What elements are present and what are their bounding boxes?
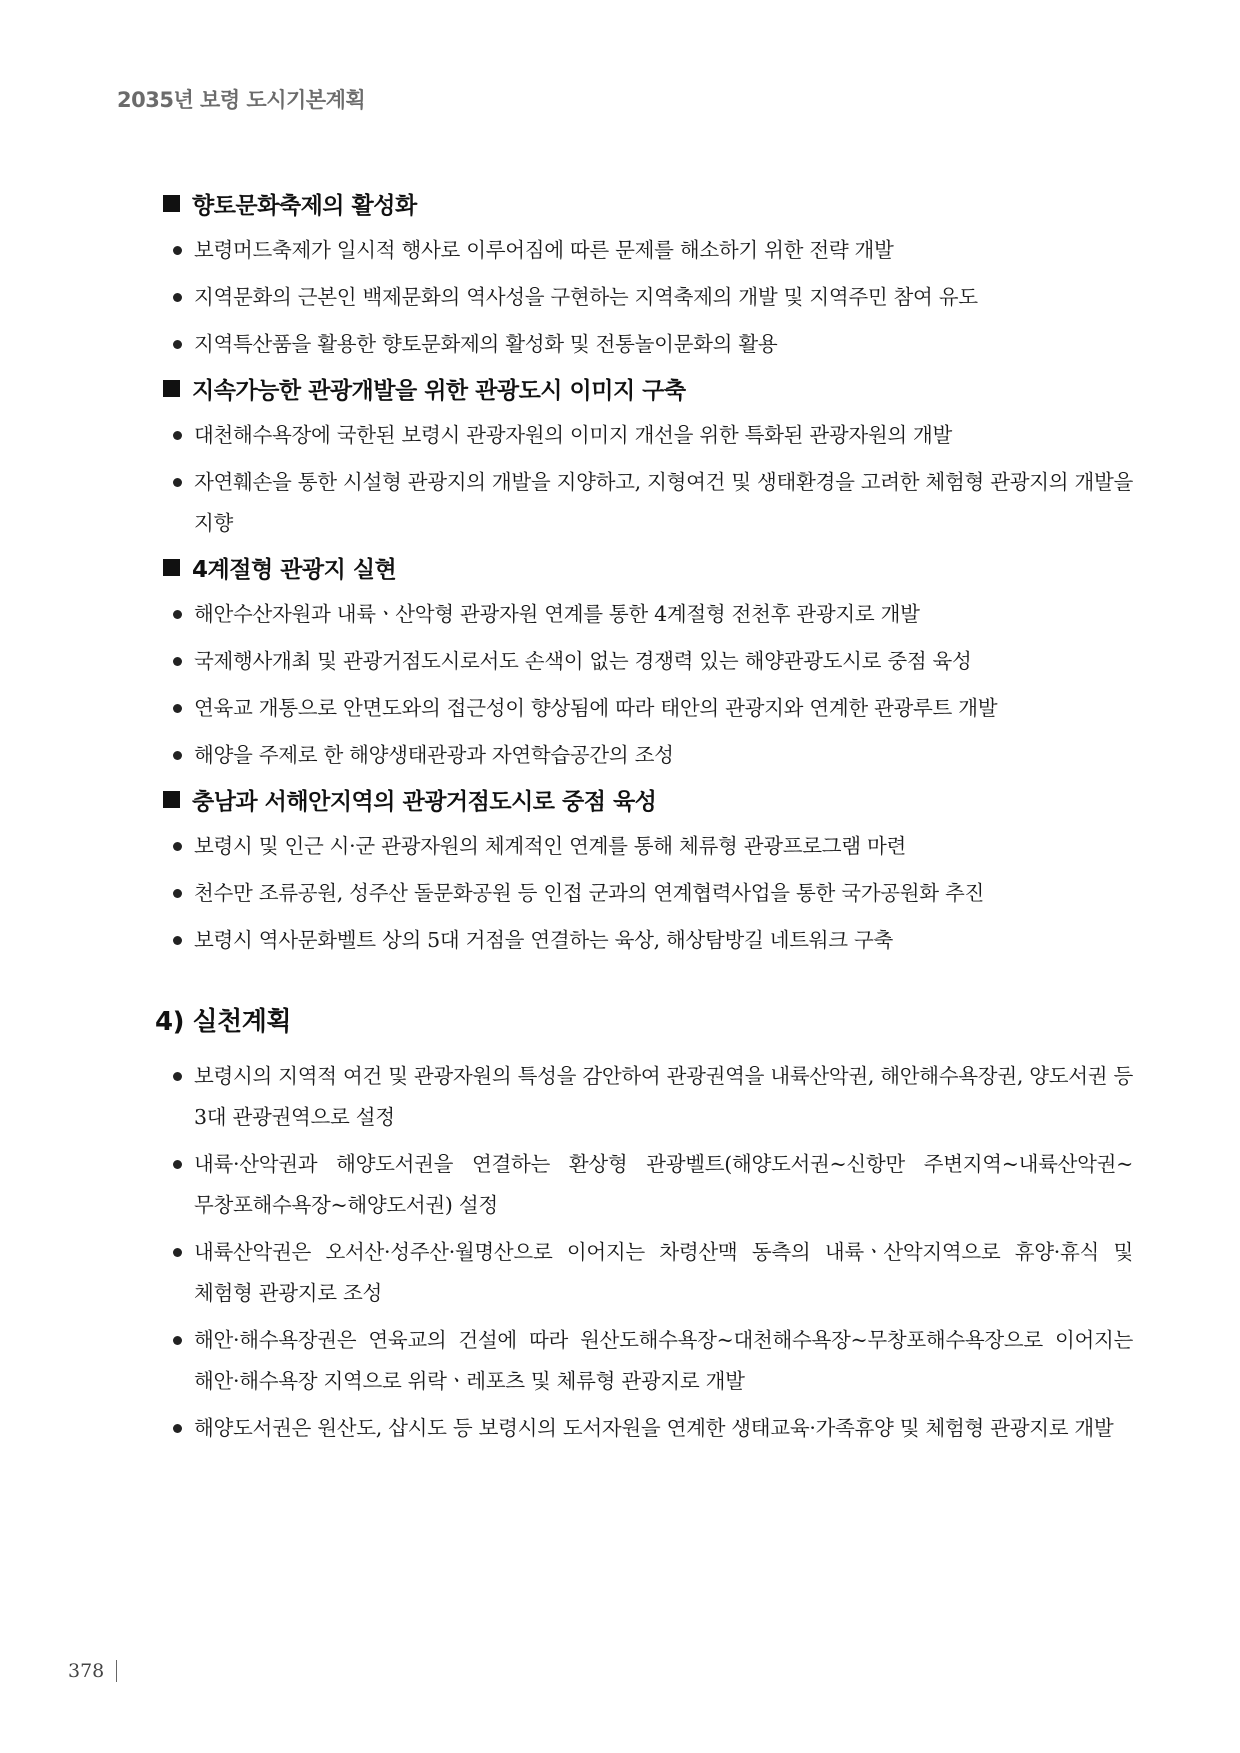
section-heading-text: 지속가능한 관광개발을 위한 관광도시 이미지 구축 [192, 377, 686, 404]
list-item [163, 641, 1133, 682]
list-item-text: 보령시 및 인근 시·군 관광자원의 체계적인 연계를 통해 체류형 관광프로그램 마련 [194, 834, 906, 858]
footer-divider [116, 1660, 117, 1682]
list-item [163, 462, 1133, 544]
list-item-text: 보령시 역사문화벨트 상의 5대 거점을 연결하는 육상, 해상탐방길 네트워크 구축 [194, 928, 894, 952]
bullet-dot-icon [173, 431, 182, 440]
bullet-dot-icon [173, 751, 182, 760]
list-item [163, 1056, 1133, 1138]
list-item-text: 국제행사개최 및 관광거점도시로서도 손색이 없는 경쟁력 있는 해양관광도시로 중점 육성 [194, 649, 972, 673]
square-bullet-icon [163, 195, 180, 212]
section-2 [163, 371, 1133, 544]
bullet-dot-icon [173, 293, 182, 302]
bullet-list [163, 826, 1133, 961]
list-item-text: 내륙산악권은 오서산·성주산·월명산으로 이어지는 차령산맥 동측의 내륙ㆍ산악지역으로 휴양·휴식 및 체험형 관광지로 조성 [194, 1240, 1133, 1305]
list-item [163, 1144, 1133, 1226]
bullet-list [163, 594, 1133, 776]
section-heading [163, 782, 1133, 816]
bullet-dot-icon [173, 1072, 182, 1081]
list-item [163, 324, 1133, 365]
list-item [163, 230, 1133, 271]
subsection-heading: 4) 실천계획 [155, 1007, 291, 1037]
section-heading-text: 충남과 서해안지역의 관광거점도시로 중점 육성 [192, 788, 657, 815]
bullet-dot-icon [173, 610, 182, 619]
section-heading-text: 향토문화축제의 활성화 [192, 192, 417, 219]
list-item-text: 보령시의 지역적 여건 및 관광자원의 특성을 감안하여 관광권역을 내륙산악권, 해안해수욕장권, 양도서권 등 3대 관광권역으로 설정 [194, 1064, 1133, 1129]
section-heading-text: 4계절형 관광지 실현 [192, 556, 397, 583]
list-item [163, 873, 1133, 914]
list-item [163, 277, 1133, 318]
square-bullet-icon [163, 791, 180, 808]
list-item-text: 연육교 개통으로 안면도와의 접근성이 향상됨에 따라 태안의 관광지와 연계한 관광루트 개발 [194, 696, 998, 720]
bullet-dot-icon [173, 1248, 182, 1257]
bullet-dot-icon [173, 478, 182, 487]
list-item [163, 1320, 1133, 1402]
list-item-text: 천수만 조류공원, 성주산 돌문화공원 등 인접 군과의 연계협력사업을 통한 국가공원화 추진 [194, 881, 984, 905]
page-content [155, 186, 1133, 1455]
page-footer [68, 1660, 117, 1682]
section-1 [163, 186, 1133, 365]
list-item-text: 지역특산품을 활용한 향토문화제의 활성화 및 전통놀이문화의 활용 [194, 332, 778, 356]
bullet-dot-icon [173, 936, 182, 945]
list-item [163, 1408, 1133, 1449]
section-heading [163, 550, 1133, 584]
list-item [163, 688, 1133, 729]
page-number: 378 [68, 1660, 105, 1682]
list-item [163, 415, 1133, 456]
section-3 [163, 550, 1133, 776]
bullet-dot-icon [173, 1336, 182, 1345]
bullet-dot-icon [173, 246, 182, 255]
list-item-text: 해안수산자원과 내륙ㆍ산악형 관광자원 연계를 통한 4계절형 전천후 관광지로 개발 [194, 602, 920, 626]
section-heading [163, 371, 1133, 405]
list-item [163, 826, 1133, 867]
list-item-text: 보령머드축제가 일시적 행사로 이루어짐에 따른 문제를 해소하기 위한 전략 개발 [194, 238, 894, 262]
bullet-dot-icon [173, 704, 182, 713]
bullet-dot-icon [173, 1424, 182, 1433]
list-item-text: 대천해수욕장에 국한된 보령시 관광자원의 이미지 개선을 위한 특화된 관광자원의 개발 [194, 423, 953, 447]
list-item-text: 자연훼손을 통한 시설형 관광지의 개발을 지양하고, 지형여건 및 생태환경을 고려한 체험형 관광지의 개발을 지향 [194, 470, 1133, 535]
list-item [163, 1232, 1133, 1314]
list-item [163, 594, 1133, 635]
bullet-dot-icon [173, 340, 182, 349]
bullet-dot-icon [173, 1160, 182, 1169]
bullet-list [163, 230, 1133, 365]
running-header: 2035년 보령 도시기본계획 [117, 88, 366, 112]
list-item [163, 735, 1133, 776]
list-item-text: 해안·해수욕장권은 연육교의 건설에 따라 원산도해수욕장~대천해수욕장~무창포해수욕장으로 이어지는 해안·해수욕장 지역으로 위락ㆍ레포츠 및 체류형 관광지로 개발 [194, 1328, 1133, 1393]
bullet-dot-icon [173, 889, 182, 898]
list-item-text: 지역문화의 근본인 백제문화의 역사성을 구현하는 지역축제의 개발 및 지역주민 참여 유도 [194, 285, 978, 309]
square-bullet-icon [163, 380, 180, 397]
section-4 [163, 782, 1133, 961]
bullet-list [163, 415, 1133, 544]
list-item [163, 920, 1133, 961]
bullet-list [163, 1056, 1133, 1449]
bullet-dot-icon [173, 657, 182, 666]
list-item-text: 해양을 주제로 한 해양생태관광과 자연학습공간의 조성 [194, 743, 674, 767]
section-heading [163, 186, 1133, 220]
square-bullet-icon [163, 559, 180, 576]
list-item-text: 내륙·산악권과 해양도서권을 연결하는 환상형 관광벨트(해양도서권~신항만 주변지역~내륙산악권~무창포해수욕장~해양도서권) 설정 [194, 1152, 1133, 1217]
bullet-dot-icon [173, 842, 182, 851]
list-item-text: 해양도서권은 원산도, 삽시도 등 보령시의 도서자원을 연계한 생태교육·가족휴양 및 체험형 관광지로 개발 [194, 1416, 1114, 1440]
